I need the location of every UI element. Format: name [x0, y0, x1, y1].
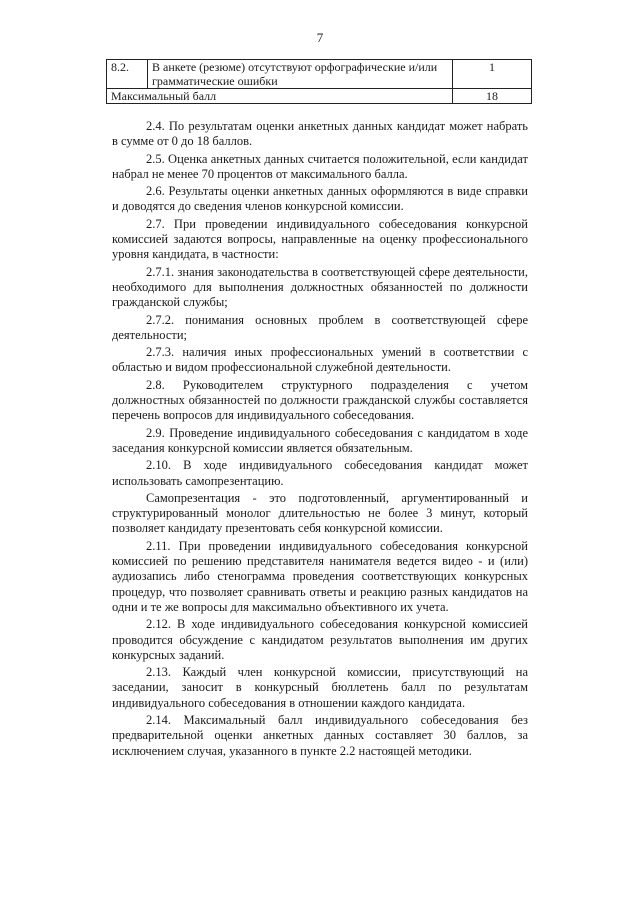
paragraph-2-4: 2.4. По результатам оценки анкетных данных кандидат может набрать в сумме от 0 до 18 баллов.	[112, 119, 528, 149]
paragraph-2-9: 2.9. Проведение индивидуального собеседования с кандидатом в ходе заседания конкурсной комиссии является обязательным.	[112, 425, 528, 455]
paragraph-2-11: 2.11. При проведении индивидуального собеседования конкурсной комиссией по решению представителя нанимателя ведется видео - и (или) аудиозапись либо стенограмма проведения соответствующих конкурсных процедур, что позволяет сравнивать ответы и реакцию разных кандидатов на одни и те же вопросы для максимально объективного их учета.	[112, 538, 528, 614]
paragraph-2-10: 2.10. В ходе индивидуального собеседования кандидат может использовать самопрезентацию.	[112, 458, 528, 488]
total-row	[107, 89, 532, 104]
table-row	[107, 60, 532, 89]
criterion-text: В анкете (резюме) отсутствуют орфографические и/или грамматические ошибки	[148, 60, 453, 89]
body-text	[112, 119, 528, 761]
page-number: 7	[316, 30, 324, 45]
criterion-points: 1	[453, 60, 532, 89]
paragraph-2-7-1: 2.7.1. знания законодательства в соответствующей сфере деятельности, необходимого для выполнения должностных обязанностей по должности гражданской службы;	[112, 264, 528, 310]
paragraph-2-14: 2.14. Максимальный балл индивидуального собеседования без предварительной оценки анкетных данных составляет 30 баллов, за исключением случая, указанного в пункте 2.2 настоящей методики.	[112, 712, 528, 758]
paragraph-2-5: 2.5. Оценка анкетных данных считается положительной, если кандидат набрал не менее 70 процентов от максимального балла.	[112, 151, 528, 181]
paragraph-2-8: 2.8. Руководителем структурного подразделения с учетом должностных обязанностей по должности гражданской службы составляется перечень вопросов для индивидуального собеседования.	[112, 377, 528, 423]
paragraph-2-13: 2.13. Каждый член конкурсной комиссии, присутствующий на заседании, заносит в конкурсный бюллетень балл по результатам индивидуального собеседования в отношении каждого кандидата.	[112, 665, 528, 710]
paragraph-2-7: 2.7. При проведении индивидуального собеседования конкурсной комиссией задаются вопросы, направленные на оценку профессионального уровня кандидата, в частности:	[112, 216, 528, 262]
paragraph-2-6: 2.6. Результаты оценки анкетных данных оформляются в виде справки и доводятся до сведения членов конкурсной комиссии.	[112, 184, 528, 214]
paragraph-2-12: 2.12. В ходе индивидуального собеседования конкурсной комиссией проводится обсуждение с кандидатом результатов выполнения им других конкурсных заданий.	[112, 617, 528, 662]
paragraph-self-presentation: Самопрезентация - это подготовленный, аргументированный и структурированный монолог длительностью не более 3 минут, который позволяет кандидату презентовать себя конкурсной комиссии.	[112, 490, 528, 536]
total-label: Максимальный балл	[107, 89, 453, 104]
criterion-number: 8.2.	[107, 60, 148, 89]
paragraph-2-7-2: 2.7.2. понимания основных проблем в соответствующей сфере деятельности;	[112, 312, 528, 342]
paragraph-2-7-3: 2.7.3. наличия иных профессиональных умений в соответствии с областью и видом профессиональной служебной деятельности.	[112, 345, 528, 375]
score-table	[106, 59, 532, 104]
total-points: 18	[453, 89, 532, 104]
